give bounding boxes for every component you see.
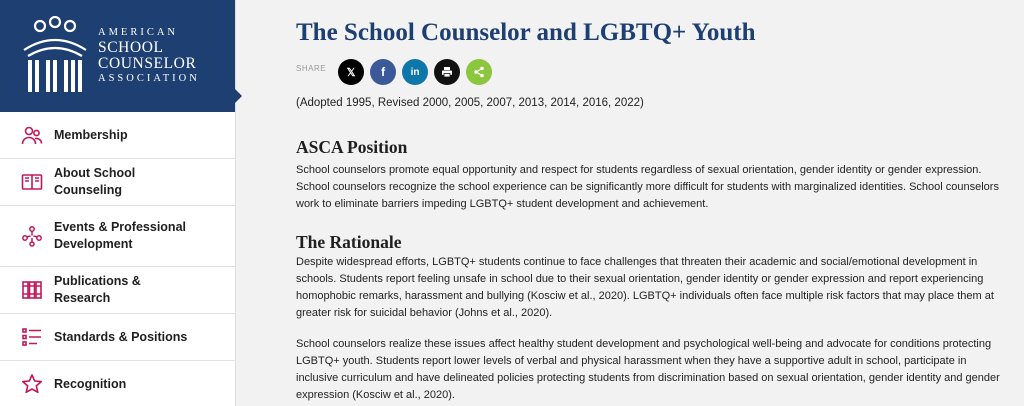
asca-logo-icon	[18, 16, 92, 96]
share-x-button[interactable]	[338, 59, 364, 85]
sidebar-item-membership[interactable]	[0, 112, 235, 159]
logo-line-counselor: COUNSELOR	[98, 55, 197, 72]
logo-wordmark	[98, 28, 200, 84]
book-icon	[20, 170, 44, 194]
sidebar-item-label: Recognition	[54, 376, 127, 391]
sidebar-nav	[0, 112, 235, 406]
sidebar-item-label: Events & Professional Development	[54, 220, 186, 251]
asca-logo[interactable]	[0, 0, 235, 112]
facebook-icon: f	[381, 65, 386, 79]
people-icon	[20, 123, 44, 147]
section-paragraph: School counselors promote equal opportunity and respect for students regardless of sexual orientation, gender identity or gender expression. School counselors recognize the school experience can be significantly more difficult for students with marginalized identities. School counselors work to eliminate barriers impeding LGBTQ+ student development and achievement.	[296, 164, 999, 210]
sidebar-item-about-school-counseling[interactable]	[0, 159, 235, 206]
section-heading-asca-position: ASCA Position	[296, 137, 408, 157]
sidebar-item-recognition[interactable]	[0, 361, 235, 406]
sidebar-item-label: Publications & Research	[54, 274, 141, 305]
share-icon	[473, 66, 485, 78]
section-paragraph: Despite widespread efforts, LGBTQ+ students continue to face challenges that threaten their academic and social/emotional development in schools. Students report feeling unsafe in school due to their sexual orientation, gender identity or gender expression and report experiencing homophobic remarks, harassment and bullying (Kosciw et al., 2020). LGBTQ+ individuals often face multiple risk factors that may place them at greater risk for suicidal behavior (Johns et al., 2020).	[296, 256, 994, 319]
logo-line-school: SCHOOL	[98, 38, 164, 56]
share-bar	[296, 59, 498, 85]
sidebar-item-events-professional-development[interactable]	[0, 206, 235, 267]
sidebar-item-label: Standards & Positions	[54, 329, 188, 344]
x-icon: 𝕏	[346, 66, 356, 79]
list-icon	[20, 325, 44, 349]
sidebar-item-label: About School Counseling	[54, 166, 136, 197]
adoption-history: (Adopted 1995, Revised 2000, 2005, 2007, 2013, 2014, 2016, 2022)	[296, 97, 644, 109]
sidebar-item-label: Membership	[54, 127, 128, 142]
share-label: SHARE	[296, 63, 327, 73]
share-linkedin-button[interactable]	[402, 59, 428, 85]
share-print-button[interactable]	[434, 59, 460, 85]
network-icon	[20, 224, 44, 248]
sidebar-item-standards-positions[interactable]	[0, 314, 235, 361]
linkedin-icon: in	[410, 66, 420, 78]
page-title: The School Counselor and LGBTQ+ Youth	[296, 19, 756, 46]
print-icon	[441, 66, 453, 78]
star-icon	[20, 372, 44, 396]
sidebar-item-publications-research[interactable]	[0, 267, 235, 314]
share-generic-button[interactable]	[466, 59, 492, 85]
books-icon	[20, 278, 44, 302]
share-facebook-button[interactable]	[370, 59, 396, 85]
logo-line-american: AMERICAN	[98, 27, 179, 38]
section-heading-rationale: The Rationale	[296, 232, 402, 252]
sidebar	[0, 0, 236, 406]
section-paragraph: School counselors realize these issues affect healthy student development and psychological well-being and advocate for conditions protecting LGBTQ+ youth. Students report lower levels of verbal and physical harassment when they have a supportive adult in school, participate in inclusive curriculum and have delineated policies protecting students from discrimination based on sexual orientation, gender identity and gender expression (Kosciw et al., 2020).	[296, 338, 1000, 401]
logo-line-association: ASSOCIATION	[98, 72, 200, 84]
